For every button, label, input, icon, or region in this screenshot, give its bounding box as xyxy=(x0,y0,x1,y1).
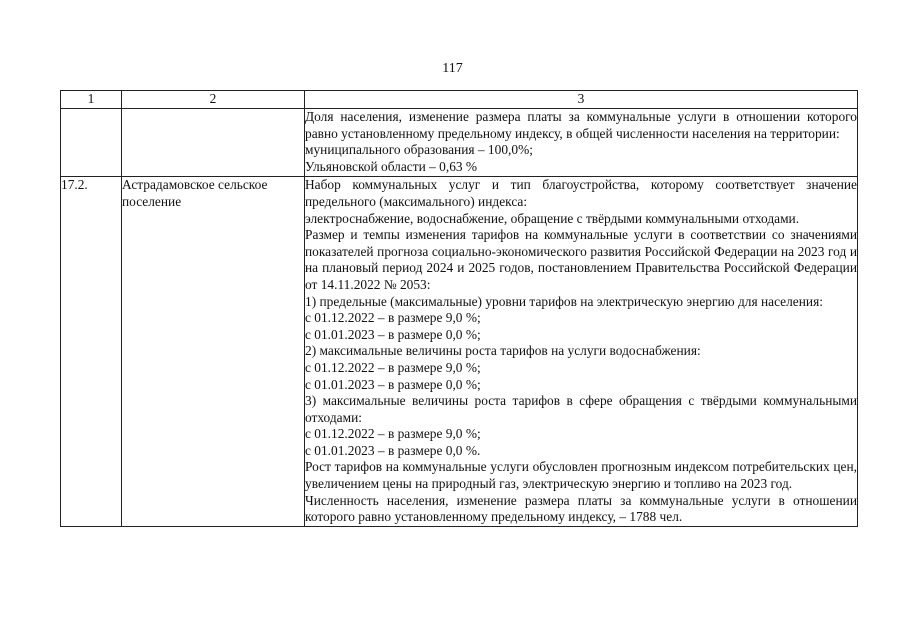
row-text-cell xyxy=(305,177,858,526)
row-text-cell xyxy=(305,109,858,177)
paragraph: Рост тарифов на коммунальные услуги обусловлен прогнозным индексом потребительских цен, увеличением цены на природный газ, электрическую энергию и топливо на 2023 год. xyxy=(305,459,857,492)
header-col-1: 1 xyxy=(61,91,122,109)
table-header-row xyxy=(61,91,858,109)
continued-line: Ульяновской области – 0,63 % xyxy=(305,158,478,174)
paragraph: Размер и темпы изменения тарифов на коммунальные услуги в соответствии со значениями показателей прогноза социально-экономического развития Российской Федерации на 2023 год и на плановый период 2024 и 2025 годов, постановлением Правительства Российской Федерации от 14.11.2022 № 2053: xyxy=(305,227,857,292)
list-line: с 01.12.2022 – в размере 9,0 %; xyxy=(305,426,481,442)
paragraph: Набор коммунальных услуг и тип благоустройства, которому соответствует значение предельного (максимального) индекса: xyxy=(305,177,857,209)
continued-line: муниципального образования – 100,0%; xyxy=(305,142,533,158)
list-item: 1) предельные (максимальные) уровни тарифов на электрическую энергию для населения: xyxy=(305,293,823,309)
list-line: с 01.01.2023 – в размере 0,0 %. xyxy=(305,442,481,458)
list-item: 2) максимальные величины роста тарифов на услуги водоснабжения: xyxy=(305,343,701,359)
paragraph: Численность населения, изменение размера платы за коммунальные услуги в отношении которого равно установленному предельному индексу, – 1788 чел. xyxy=(305,492,857,525)
list-line: с 01.12.2022 – в размере 9,0 %; xyxy=(305,359,481,375)
continued-line: Доля населения, изменение размера платы за коммунальные услуги в отношении которого равно установленному предельному индексу, в общей численности населения на территории: xyxy=(305,109,857,141)
table-row xyxy=(61,177,858,526)
list-item: 3) максимальные величины роста тарифов в сфере обращения с твёрдыми коммунальными отходами: xyxy=(305,393,857,425)
list-line: с 01.01.2023 – в размере 0,0 %; xyxy=(305,376,481,392)
paragraph: электроснабжение, водоснабжение, обращение с твёрдыми коммунальными отходами. xyxy=(305,210,800,226)
row-number-cell xyxy=(61,109,122,177)
table-row-continued xyxy=(61,109,858,177)
list-line: с 01.01.2023 – в размере 0,0 %; xyxy=(305,326,481,342)
tariff-table xyxy=(60,90,858,527)
header-col-2: 2 xyxy=(122,91,305,109)
list-line: с 01.12.2022 – в размере 9,0 %; xyxy=(305,310,481,326)
header-col-3: 3 xyxy=(305,91,858,109)
page-number: 117 xyxy=(442,61,463,76)
row-number: 17.2. xyxy=(61,177,122,526)
settlement-name: Астрадамовское сельское поселение xyxy=(122,177,305,526)
row-name-cell xyxy=(122,109,305,177)
